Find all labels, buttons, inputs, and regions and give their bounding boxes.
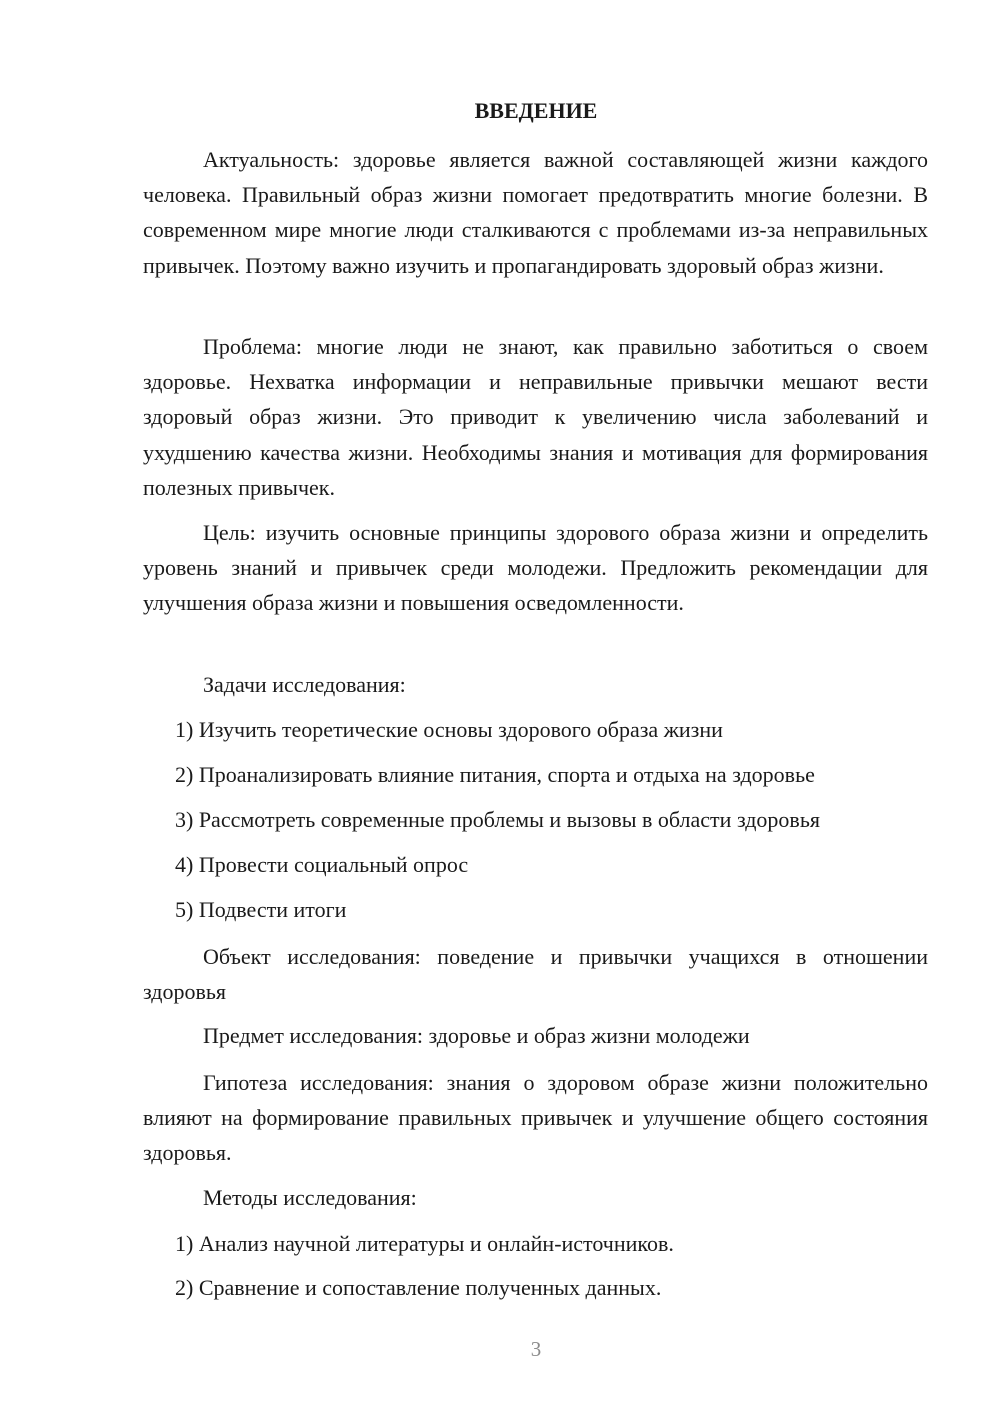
task-item-5: 5) Подвести итоги <box>175 897 347 922</box>
task-item-3: 3) Рассмотреть современные проблемы и вызовы в области здоровья <box>175 807 820 832</box>
task-item-4: 4) Провести социальный опрос <box>175 852 469 877</box>
subject-line: Предмет исследования: здоровье и образ жизни молодежи <box>203 1023 750 1048</box>
object-paragraph: Объект исследования: поведение и привычки учащихся в отношении здоровья <box>143 944 928 1005</box>
task-item-1: 1) Изучить теоретические основы здорового образа жизни <box>175 717 723 742</box>
relevance-paragraph: Актуальность: здоровье является важной составляющей жизни каждого человека. Правильный образ жизни помогает предотвратить многие болезни. В современном мире многие люди сталкиваются с проблемами из-за неправильных привычек. Поэтому важно изучить и пропагандировать здоровый образ жизни. <box>143 147 928 278</box>
problem-paragraph: Проблема: многие люди не знают, как правильно заботиться о своем здоровье. Нехватка информации и неправильные привычки мешают вести здоровый образ жизни. Это приводит к увеличению числа заболеваний и ухудшению качества жизни. Необходимы знания и мотивация для формирования полезных привычек. <box>143 334 928 500</box>
method-item-1: 1) Анализ научной литературы и онлайн-источников. <box>175 1231 674 1256</box>
hypothesis-paragraph: Гипотеза исследования: знания о здоровом образе жизни положительно влияют на формирование правильных привычек и улучшение общего состояния здоровья. <box>143 1070 928 1166</box>
tasks-heading: Задачи исследования: <box>203 672 406 697</box>
goal-paragraph: Цель: изучить основные принципы здорового образа жизни и определить уровень знаний и привычек среди молодежи. Предложить рекомендации для улучшения образа жизни и повышения осведомленности. <box>143 520 928 616</box>
task-item-2: 2) Проанализировать влияние питания, спорта и отдыха на здоровье <box>175 762 815 787</box>
methods-heading: Методы исследования: <box>203 1185 417 1210</box>
section-title: ВВЕДЕНИЕ <box>474 98 598 123</box>
page-number: 3 <box>530 1337 542 1361</box>
method-item-2: 2) Сравнение и сопоставление полученных данных. <box>175 1275 662 1300</box>
